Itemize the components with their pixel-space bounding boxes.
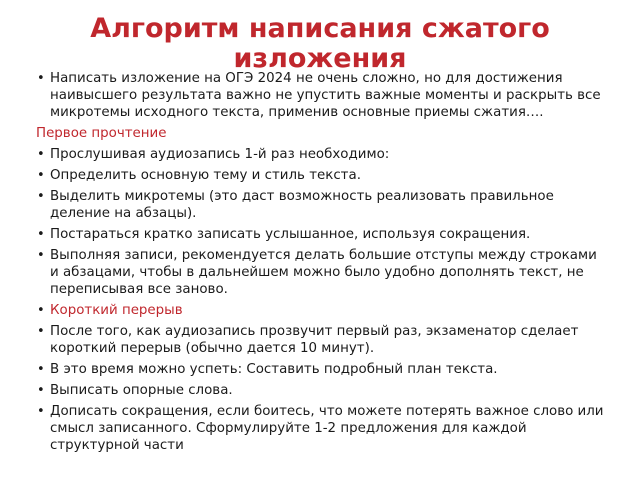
slide-title: Алгоритм написания сжатого изложения: [90, 13, 550, 74]
bullet-icon: •: [37, 248, 45, 263]
list-item-text: Выделить микротемы (это даст возможность реализовать правильное деление на абзацы).: [50, 189, 554, 221]
bullet-icon: •: [37, 227, 45, 242]
list-item: [36, 146, 606, 163]
list-item: [36, 247, 606, 298]
list-item-text: Выписать опорные слова.: [50, 383, 233, 398]
section-heading-short-break: [36, 302, 606, 319]
list-item: [36, 382, 606, 399]
list-item-text: Определить основную тему и стиль текста.: [50, 168, 361, 183]
bullet-icon: •: [37, 303, 45, 318]
list-item: [36, 70, 606, 121]
bullet-icon: •: [37, 189, 45, 204]
list-item-text: В это время можно успеть: Составить подробный план текста.: [50, 362, 498, 377]
bullet-icon: •: [37, 168, 45, 183]
list-item-text: Постараться кратко записать услышанное, используя сокращения.: [50, 227, 531, 242]
list-item: [36, 226, 606, 243]
section-heading-first-reading: [36, 125, 606, 142]
bullet-icon: •: [37, 324, 45, 339]
bullet-icon: •: [37, 362, 45, 377]
list-item-text: Выполняя записи, рекомендуется делать большие отступы между строками и абзацами, чтобы в дальнейшем можно было удобно дополнять текст, не переписывая все заново.: [50, 248, 597, 297]
bullet-icon: •: [37, 147, 45, 162]
list-item: [36, 167, 606, 184]
slide-body: [36, 70, 606, 458]
list-item-text: Дописать сокращения, если боитесь, что можете потерять важное слово или смысл записанного. Сформулируйте 1-2 предложения для каждой структурной части: [50, 404, 604, 453]
list-item: [36, 403, 606, 454]
section-heading-text: Короткий перерыв: [50, 303, 183, 318]
list-item-text: Написать изложение на ОГЭ 2024 не очень сложно, но для достижения наивысшего результата важно не упустить важные моменты и раскрыть все микротемы исходного текста, применив основные приемы сжатия….: [50, 71, 601, 120]
section-heading-text: Первое прочтение: [36, 126, 167, 141]
list-item-text: После того, как аудиозапись прозвучит первый раз, экзаменатор сделает короткий перерыв (обычно дается 10 минут).: [50, 324, 579, 356]
list-item: [36, 323, 606, 357]
bullet-icon: •: [37, 404, 45, 419]
bullet-icon: •: [37, 71, 45, 86]
list-item: [36, 188, 606, 222]
bullet-icon: •: [37, 383, 45, 398]
list-item: [36, 361, 606, 378]
list-item-text: Прослушивая аудиозапись 1-й раз необходимо:: [50, 147, 390, 162]
